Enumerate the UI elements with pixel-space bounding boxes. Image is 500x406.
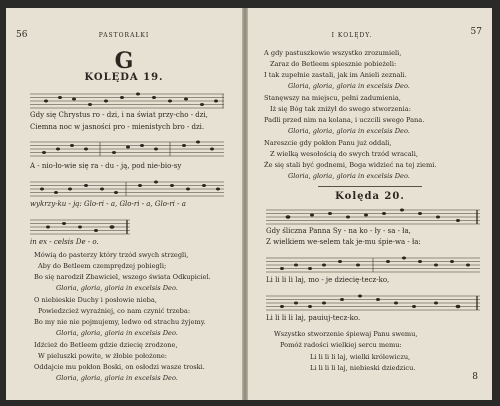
carol-title: KOLĘDA 19. bbox=[84, 72, 164, 83]
stanza-line: Z wielką wesołością do swych trzód wracali, bbox=[270, 150, 418, 158]
stanza-line: Że się stali być godnemi, Boga widzieć na tej ziemi. bbox=[264, 161, 437, 169]
carol-title: Kolęda 20. bbox=[335, 191, 405, 202]
stanza-line: I tak zupełnie zastali, jak im Anieli zeznali. bbox=[264, 71, 407, 79]
refrain-line: Gloria, gloria, gloria in excelsis Deo. bbox=[288, 82, 410, 90]
lyric-line: Z wielkiem we-selem tak je-mu śpie-wa - ła: bbox=[266, 238, 421, 246]
lyric-line: wykrzy-ku - ją: Glo-ri - a, Glo-ri - a, Glo-ri - a bbox=[30, 200, 186, 208]
music-staff bbox=[30, 140, 224, 157]
music-staff bbox=[30, 92, 224, 109]
stanza-line: Idźcież do Betleem gdzie dziecię zrodzone, bbox=[34, 341, 178, 349]
lyric-line: Gdy śliczna Panna Sy - na ko - ły - sa - ła, bbox=[266, 227, 411, 235]
refrain-line: Gloria, gloria, gloria in excelsis Deo. bbox=[56, 374, 178, 382]
music-staff bbox=[30, 180, 224, 197]
stanza-line: Bo się narodził Zbawiciel, wszego świata Odkupiciel. bbox=[34, 273, 211, 281]
decorative-initial: G bbox=[114, 48, 134, 74]
page-number: 57 bbox=[470, 27, 482, 37]
stanza-line: Li li li li laj, wielki królewiczu, bbox=[310, 353, 411, 361]
stanza-line: Aby do Betleem czemprędzej pobiegli; bbox=[38, 262, 167, 270]
page-number: 56 bbox=[16, 30, 28, 40]
lyric-line: in ex - celsis De - o. bbox=[30, 238, 99, 246]
stanza-line: W pieluszki powite, w żłobie położone: bbox=[38, 352, 167, 360]
stanza-line: Bo my nie nie pojmujemy, ledwo od strachu żyjemy. bbox=[34, 318, 206, 326]
stanza-line: Mówią do pasterzy który trzód swych strzegli, bbox=[34, 251, 189, 259]
lyric-line: Li li li li laj, mo - je dziecię-tecz-ko, bbox=[266, 276, 390, 284]
refrain-line: Gloria, gloria, gloria in excelsis Deo. bbox=[288, 127, 410, 135]
lyric-line: Li li li li laj, pauiuj-tecz-ko. bbox=[266, 314, 361, 322]
music-staff bbox=[266, 294, 480, 311]
left-page bbox=[6, 8, 242, 400]
stanza-line: Li li li li laj, niebieski dziedzicu. bbox=[310, 364, 416, 372]
stanza-line: A gdy pastuszkowie wszystko zrozumieli, bbox=[264, 49, 402, 57]
stanza-line: Wszystko stworzenie śpiewaj Panu swemu, bbox=[274, 330, 418, 338]
running-head: PASTORAŁKI bbox=[98, 32, 150, 39]
stanza-line: Iż się Bóg tak zniżył do swego stworzenia: bbox=[270, 105, 411, 113]
music-staff bbox=[266, 256, 480, 273]
signature-mark: 8 bbox=[472, 372, 478, 382]
stanza-line: Oddajcie mu pokłon Boski, on osłodzi wasze troski. bbox=[34, 363, 205, 371]
lyric-line: Gdy się Chrystus ro - dzi, i na świat przy-cho - dzi, bbox=[30, 111, 208, 119]
refrain-line: Gloria, gloria, gloria in excelsis Deo. bbox=[56, 284, 178, 292]
stanza-line: Padli przed nim na kolana, i uczcili swego Pana. bbox=[264, 116, 425, 124]
stanza-line: Stanęwszy na miejscu, pełni zadumienia, bbox=[264, 94, 401, 102]
stanza-line: O niebieskie Duchy i posłowie nieba, bbox=[34, 296, 157, 304]
stanza-line: Nareszcie gdy pokłon Panu już oddali, bbox=[264, 139, 392, 147]
lyric-line: A - nio-ło-wie się ra - du - ją, pod nie-bio-sy bbox=[30, 162, 182, 170]
running-head: I KOLĘDY. bbox=[331, 32, 373, 39]
section-divider bbox=[318, 186, 422, 187]
music-staff bbox=[30, 218, 130, 235]
refrain-line: Gloria, gloria, gloria in excelsis Deo. bbox=[288, 172, 410, 180]
music-staff bbox=[266, 208, 480, 225]
lyric-line: Ciemna noc w jasności pro - mienistych bro - dzi. bbox=[30, 123, 205, 131]
right-page bbox=[248, 8, 492, 400]
refrain-line: Gloria, gloria, gloria in excelsis Deo. bbox=[56, 329, 178, 337]
stanza-line: Zaraz do Betleem spiesznie pobieżeli: bbox=[270, 60, 397, 68]
stanza-line: Pomóż radości wielkiej sercu memu: bbox=[280, 341, 402, 349]
stanza-line: Powiedzcież wyraźniej, co nam czynić trzeba: bbox=[38, 307, 191, 315]
